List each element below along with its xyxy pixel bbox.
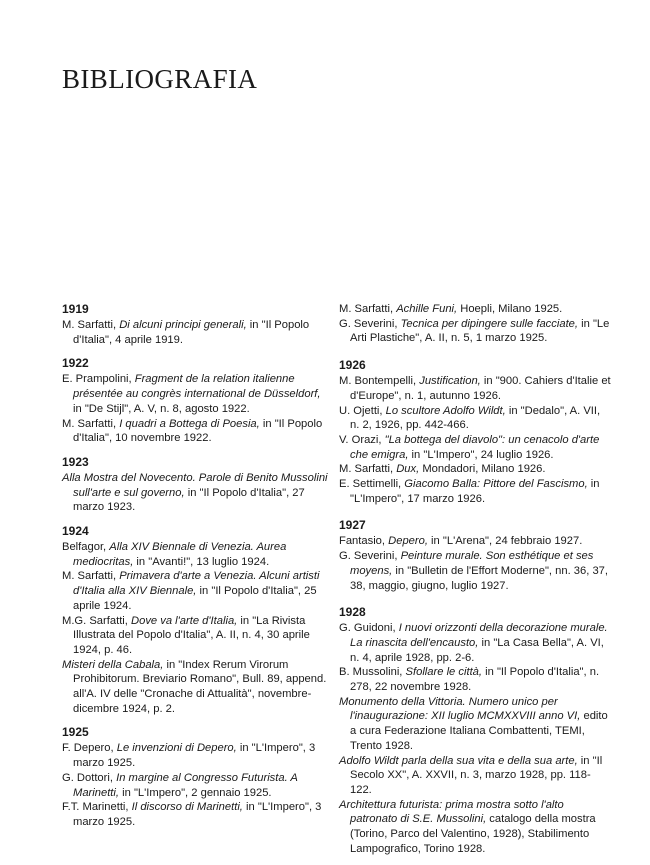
year-heading-1927: 1927	[339, 518, 366, 533]
bib-entry: F.T. Marinetti, Il discorso di Marinetti, in "L'Impero", 3 marzo 1925.	[62, 801, 322, 828]
bib-entry: G. Severini, Peinture murale. Son esthétique et ses moyens, in "Bulletin de l'Effort Moderne", nn. 36, 37, 38, maggio, giugno, luglio 1927.	[339, 550, 609, 592]
year-heading-1919: 1919	[62, 302, 89, 316]
bib-entry: Alla Mostra del Novecento. Parole di Benito Mussolini sull'arte e sul governo, in "Il Popolo d'Italia", 27 marzo 1923.	[62, 471, 328, 514]
year-heading-1923: 1923	[62, 454, 89, 469]
bib-entry: V. Orazi, "La bottega del diavolo": un cenacolo d'arte che emigra, in "L'Impero", 24 luglio 1926.	[339, 433, 600, 461]
year-heading-1924: 1924	[62, 524, 89, 539]
bib-entry: M. Sarfatti, Primavera d'arte a Venezia. Alcuni artisti d'Italia alla XIV Biennale, in "Il Popolo d'Italia", 25 aprile 1924.	[62, 570, 320, 612]
bib-entry: M.G. Sarfatti, Dove va l'arte d'Italia, in "La Rivista Illustrata del Popolo d'Italia", A. II, n. 4, 30 aprile 1924, p. 46.	[62, 614, 310, 656]
bib-entry: M. Sarfatti, I quadri a Bottega di Poesia, in "Il Popolo d'Italia", 10 novembre 1922.	[62, 417, 323, 445]
bib-entry: Belfagor, Alla XIV Biennale di Venezia. Aurea mediocritas, in "Avanti!", 13 luglio 1924.	[62, 541, 287, 568]
bibliography-left-column	[62, 302, 332, 830]
bib-entry: Monumento della Vittoria. Numero unico per l'inaugurazione: XII luglio MCMXXVIII anno VI, edito a cura Federazione Italiana Combattenti, TEMI, Trento 1928.	[339, 695, 608, 752]
bib-entry: U. Ojetti, Lo scultore Adolfo Wildt, in "Dedalo", A. VII, n. 2, 1926, pp. 442-466.	[339, 404, 601, 432]
page-title: BIBLIOGRAFIA	[62, 64, 258, 94]
bib-entry: M. Sarfatti, Di alcuni principi generali, in "Il Popolo d'Italia", 4 aprile 1919.	[62, 319, 310, 346]
bib-entry: M. Sarfatti, Achille Funi, Hoepli, Milano 1925.	[339, 303, 563, 315]
bibliography-right-column	[339, 302, 611, 857]
year-heading-1926: 1926	[339, 358, 366, 373]
year-heading-1925: 1925	[62, 725, 89, 740]
bib-entry: Fantasio, Depero, in "L'Arena", 24 febbraio 1927.	[339, 535, 583, 548]
year-heading-1928: 1928	[339, 605, 366, 620]
bib-entry: M. Bontempelli, Justification, in "900. Cahiers d'Italie et d'Europe", n. 1, autunno 1926.	[339, 375, 611, 402]
bib-entry: F. Depero, Le invenzioni di Depero, in "L'Impero", 3 marzo 1925.	[62, 742, 316, 770]
bib-entry: Architettura futurista: prima mostra sotto l'alto patronato di S.E. Mussolini, catalogo della mostra (Torino, Parco del Valentino, 1928), Stabilimento Lampografico, Torino 1928.	[339, 798, 596, 855]
bib-entry: E. Prampolini, Fragment de la relation italienne présentée au congrès international de Düsseldorf, in "De Stijl", A. V, n. 8, agosto 1922.	[62, 373, 321, 415]
bib-entry: M. Sarfatti, Dux, Mondadori, Milano 1926.	[339, 463, 546, 476]
bib-entry: G. Dottori, In margine al Congresso Futurista. A Marinetti, in "L'Impero", 2 gennaio 1925.	[62, 771, 298, 799]
bib-entry: B. Mussolini, Sfollare le città, in "Il Popolo d'Italia", n. 278, 22 novembre 1928.	[339, 666, 600, 694]
bib-entry: Misteri della Cabala, in "Index Rerum Virorum Prohibitorum. Breviario Romano", Bull. 89, append. all'A. IV delle "Cronache di Attualità", novembre-dicembre 1924, p. 2.	[62, 658, 327, 715]
bib-entry: Adolfo Wildt parla della sua vita e della sua arte, in "Il Secolo XX", A. XXVII, n. 3, marzo 1928, pp. 118-122.	[339, 754, 603, 796]
bib-entry: E. Settimelli, Giacomo Balla: Pittore del Fascismo, in "L'Impero", 17 marzo 1926.	[339, 478, 600, 505]
bib-entry: G. Guidoni, I nuovi orizzonti della decorazione murale. La rinascita dell'encausto, in "La Casa Bella", A. VI, n. 4, aprile 1928, pp. 2-6.	[339, 622, 608, 664]
bib-entry: G. Severini, Tecnica per dipingere sulle facciate, in "Le Arti Plastiche", A. II, n. 5, 1 marzo 1925.	[339, 317, 610, 345]
year-heading-1922: 1922	[62, 356, 89, 371]
